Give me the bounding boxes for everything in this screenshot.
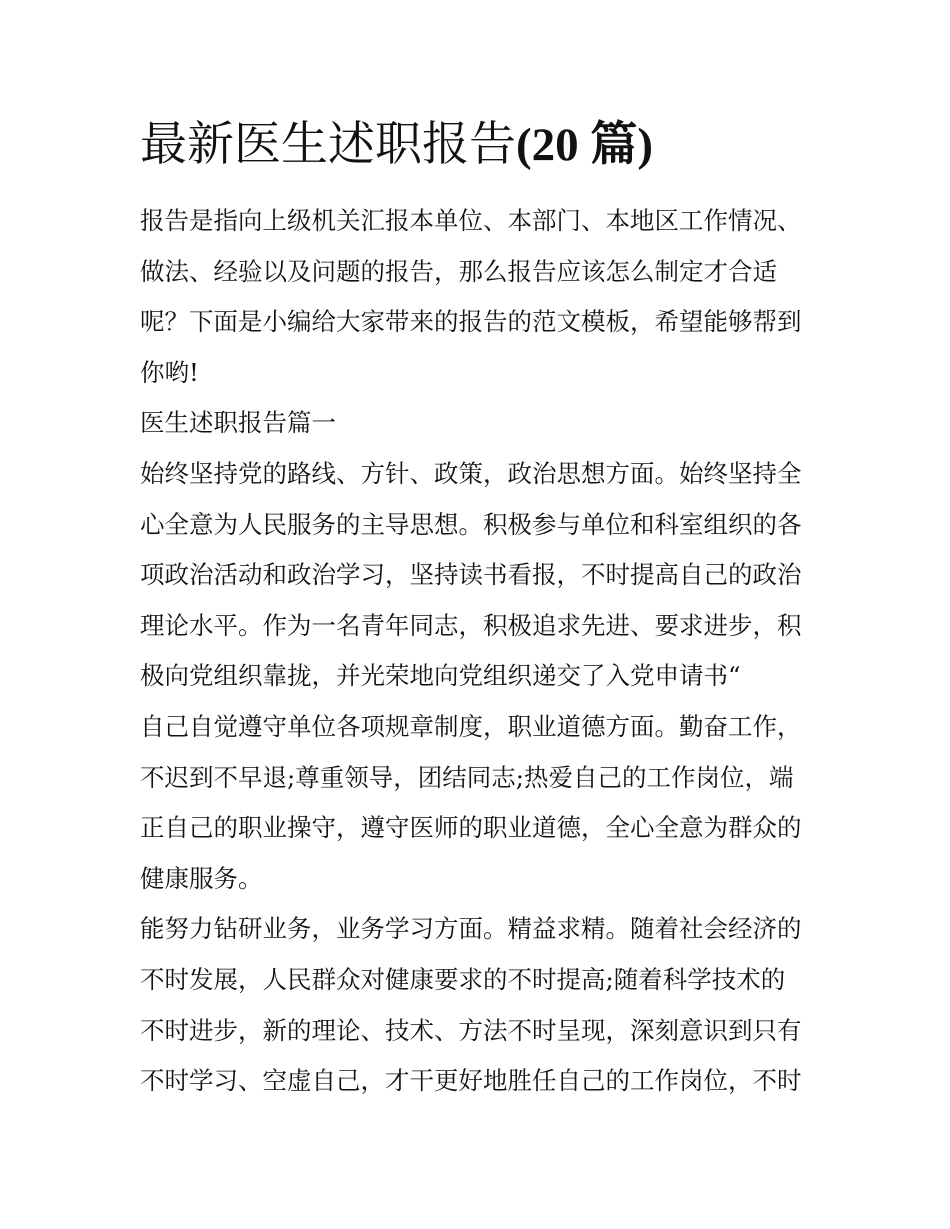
paragraph-3-line-4: 不时学习、空虚自己，才干更好地胜任自己的工作岗位，不时 [140, 1066, 802, 1096]
paragraph-3-line-3: 不时进步，新的理论、技术、方法不时呈现，深刻意识到只有 [140, 1015, 802, 1045]
paragraph-1-line-5: 极向党组织靠拢，并光荣地向党组织递交了入党申请书“ [140, 661, 741, 691]
title-number: 20 [531, 119, 579, 171]
document-body [140, 196, 812, 1107]
paragraph-3-line-2: 不时发展，人民群众对健康要求的不时提高;随着科学技术的 [140, 964, 786, 994]
title-rest: 篇) [578, 119, 654, 171]
paragraph-1-line-4: 理论水平。作为一名青年同志，积极追求先进、要求进步，积 [140, 610, 802, 640]
title-main: 最新医生述职报告 [140, 117, 516, 172]
document-title [140, 112, 653, 178]
paragraph-1-line-2: 心全意为人民服务的主导思想。积极参与单位和科室组织的各 [140, 509, 802, 539]
paragraph-2-line-4: 健康服务。 [140, 863, 263, 893]
paragraph-1-line-3: 项政治活动和政治学习，坚持读书看报，不时提高自己的政治 [140, 560, 802, 590]
intro-line-4: 你哟! [140, 357, 199, 387]
paragraph-2-line-3: 正自己的职业操守，遵守医师的职业道德，全心全意为群众的 [140, 813, 802, 843]
intro-line-3: 呢？下面是小编给大家带来的报告的范文模板，希望能够帮到 [140, 307, 802, 337]
paragraph-2-line-1: 自己自觉遵守单位各项规章制度，职业道德方面。勤奋工作， [140, 711, 802, 741]
intro-line-1: 报告是指向上级机关汇报本单位、本部门、本地区工作情况、 [140, 206, 802, 235]
paragraph-2-line-2: 不迟到不早退;尊重领导，团结同志;热爱自己的工作岗位，端 [140, 762, 794, 792]
paragraph-1-line-1: 始终坚持党的路线、方针、政策，政治思想方面。始终坚持全 [140, 458, 802, 488]
intro-line-2: 做法、经验以及问题的报告，那么报告应该怎么制定才合适 [140, 256, 777, 286]
paragraph-3-line-1: 能努力钻研业务，业务学习方面。精益求精。随着社会经济的 [140, 914, 802, 944]
title-paren-open: ( [516, 119, 532, 171]
section-heading: 医生述职报告篇一 [140, 408, 336, 438]
